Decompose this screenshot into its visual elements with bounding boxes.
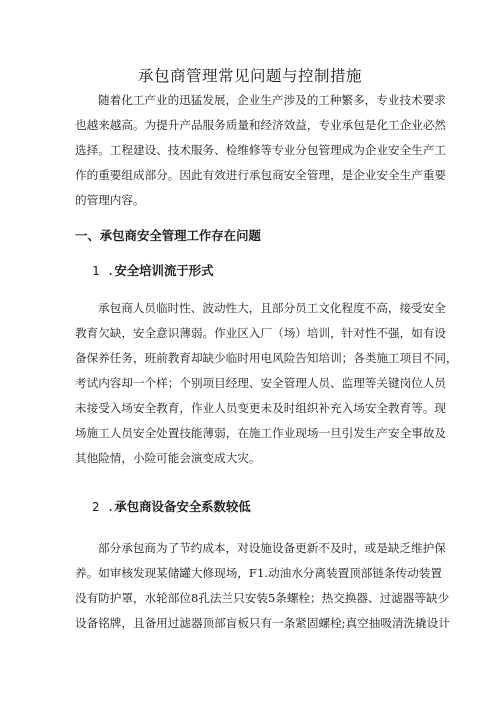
paragraph-line: 作的重要组成部分。因此有效进行承包商安全管理，是企业安全生产重要 (75, 168, 447, 182)
paragraph-line: 养。如审核发现某储罐大修现场，F1.动油水分离装置顶部链条传动装置 (75, 566, 442, 580)
paragraph-line: 没有防护罩，水轮部位8孔法兰只安装5条螺栓；热交换器、过滤器等缺少 (75, 591, 450, 605)
subsection-title: 承包商设备安全系数较低 (114, 499, 251, 514)
paragraph-line: 的管理内容。 (75, 193, 145, 207)
paragraph-line: 备保养任务，班前教育却缺少临时用电风险告知培训；各类施工项目不同， (75, 351, 458, 365)
subsection-1-paragraph (75, 296, 458, 471)
subsection-number: 2 . (92, 499, 115, 514)
subsection-heading-1 (92, 261, 214, 279)
subsection-title: 安全培训流于形式 (114, 263, 214, 278)
intro-paragraph (75, 88, 447, 213)
paragraph-line: 考试内容却一个样；个别项目经理、安全管理人员、监理等关键岗位人员 (75, 376, 447, 390)
subsection-number: 1 . (92, 263, 115, 278)
paragraph-line: 随着化工产业的迅猛发展，企业生产涉及的工种繁多，专业技术要求 (98, 93, 446, 107)
subsection-2-paragraph (75, 536, 450, 636)
paragraph-line: 教育欠缺，安全意识薄弱。作业区入厂（场）培训，针对性不强，如有设 (75, 326, 447, 340)
section-heading: 一、承包商安全管理工作存在问题 (75, 228, 261, 243)
paragraph-line: 部分承包商为了节约成本，对设施设备更新不及时，或是缺乏维护保 (98, 541, 446, 555)
subsection-heading-2 (92, 497, 251, 515)
paragraph-line: 设备铭牌，且备用过滤器顶部盲板只有一条紧固螺栓;真空抽吸清洗撬设计 (75, 616, 450, 630)
paragraph-line: 承包商人员临时性、波动性大，且部分员工文化程度不高，接受安全 (98, 301, 446, 315)
paragraph-line: 选择。工程建设、技术服务、检维修等专业分包管理成为企业安全生产工 (75, 143, 447, 157)
paragraph-line: 其他险情，小险可能会演变成大灾。 (75, 451, 261, 465)
paragraph-line: 未接受入场安全教育，作业人员变更未及时组织补充入场安全教育等。现 (75, 401, 447, 415)
paragraph-line: 也越来越高。为提升产品服务质量和经济效益，专业承包是化工企业必然 (75, 118, 447, 132)
document-title: 承包商管理常见问题与控制措施 (137, 67, 362, 85)
paragraph-line: 场施工人员安全处置技能薄弱，在施工作业现场一旦引发生产安全事故及 (75, 426, 447, 440)
